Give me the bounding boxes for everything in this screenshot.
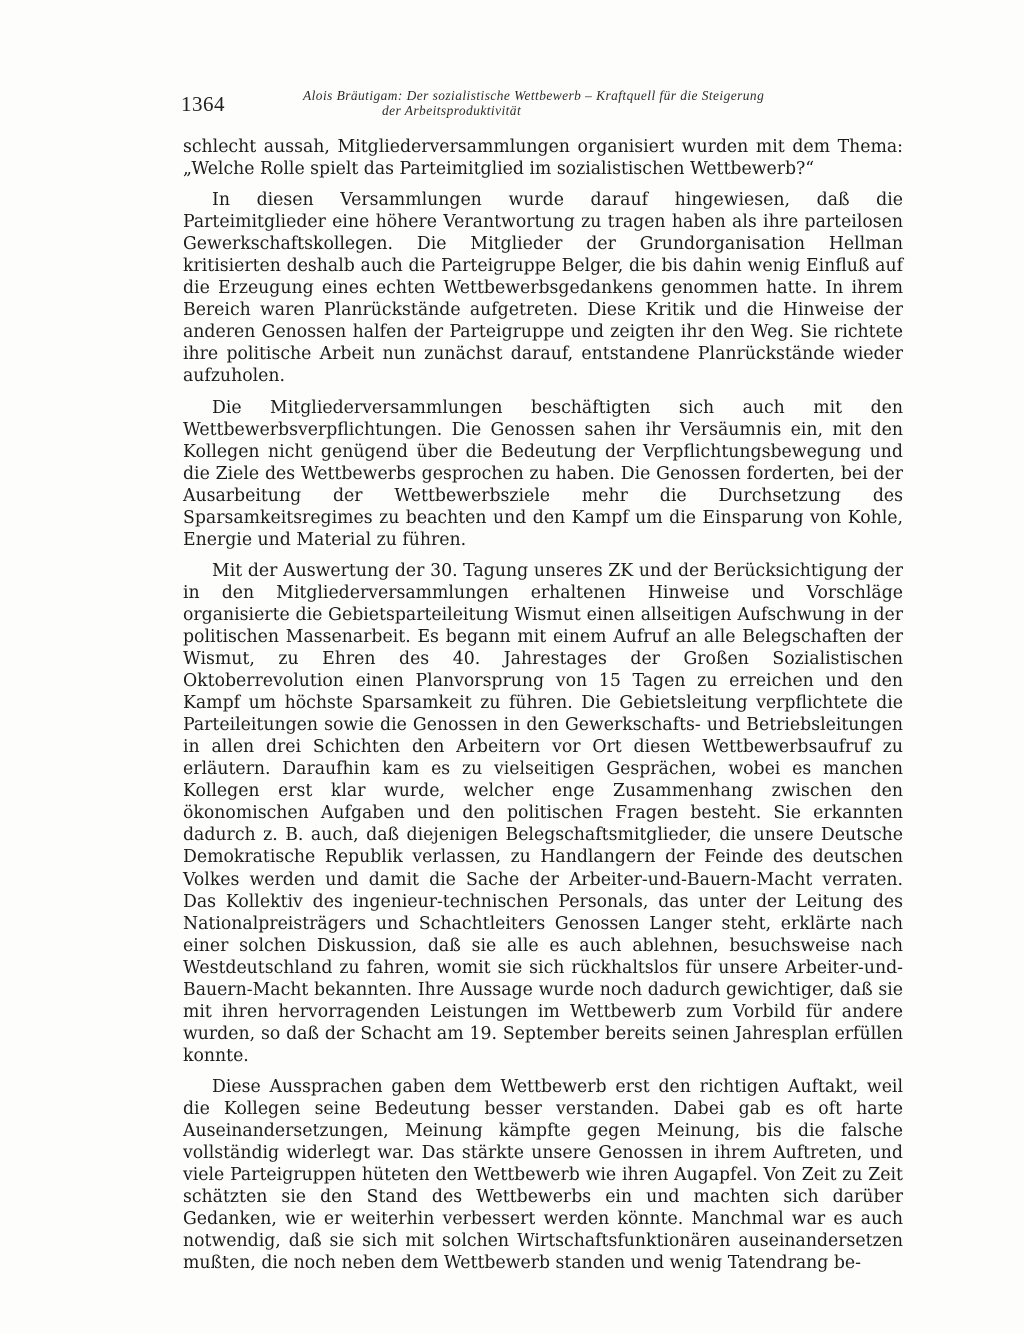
paragraph: Mit der Auswertung der 30. Tagung unseres ZK und der Berücksichtigung der in den Mitgliederversammlungen erhaltenen Hinweise und Vorschläge organisierte die Gebietsparteileitung Wismut einen allseitigen Aufschwung in der politischen Massenarbeit. Es begann mit einem Aufruf an alle Belegschaften der Wismut, zu Ehren des 40. Jahrestages der Großen Sozialistischen Oktoberrevolution einen Planvorsprung von 15 Tagen zu erreichen und den Kampf um höchste Sparsamkeit zu führen. Die Gebietsleitung verpflichtete die Parteileitungen sowie die Genossen in den Gewerkschafts- und Betriebsleitungen in allen drei Schichten den Arbeitern vor Ort diesen Wettbewerbsaufruf zu erläutern. Daraufhin kam es zu vielseitigen Gesprächen, wobei es manchen Kollegen erst klar wurde, welcher enge Zusammenhang zwischen den ökonomischen Aufgaben und den politischen Fragen besteht. Sie erkannten dadurch z. B. auch, daß diejenigen Belegschaftsmitglieder, die unsere Deutsche Demokratische Republik verlassen, zu Handlangern der Feinde des deutschen Volkes werden und damit die Sache der Arbeiter-und-Bauern-Macht verraten. Das Kollektiv des ingenieur-technischen Personals, das unter der Leitung des Nationalpreisträgers und Schachtleiters Genossen Langer steht, erklärte nach einer solchen Diskussion, daß sie alle es auch ablehnen, besuchsweise nach Westdeutschland zu fahren, womit sie sich rückhaltslos für unsere Arbeiter-und-Bauern-Macht bekannten. Ihre Aussage wurde noch dadurch gewichtiger, daß sie mit ihren hervorragenden Leistungen im Wettbewerb zum Vorbild für andere wurden, so daß der Schacht am 19. September bereits seinen Jahresplan erfüllen konnte. <box>183 560 903 1066</box>
paragraph: In diesen Versammlungen wurde darauf hingewiesen, daß die Parteimitglieder eine höhere Verantwortung zu tragen haben als ihre parteilosen Gewerkschaftskollegen. Die Mitglieder der Grundorganisation Hellman kritisierten deshalb auch die Parteigruppe Belger, die bis dahin wenig Einfluß auf die Erzeugung eines echten Wettbewerbsgedankens genommen hatte. In ihrem Bereich waren Planrückstände aufgetreten. Diese Kritik und die Hinweise der anderen Genossen halfen der Parteigruppe und zeigten ihr den Weg. Sie richtete ihre politische Arbeit nun zunächst darauf, entstandene Planrückstände wieder aufzuholen. <box>183 190 903 387</box>
paragraph: Die Mitgliederversammlungen beschäftigten sich auch mit den Wettbewerbsverpflichtungen. Die Genossen sahen ihr Versäumnis ein, mit den Kollegen nicht genügend über die Bedeutung der Verpflichtungsbewegung und die Ziele des Wettbewerbs gesprochen zu haben. Die Genossen forderten, bei der Ausarbeitung der Wettbewerbsziele mehr die Durchsetzung des Sparsamkeitsregimes zu beachten und den Kampf um die Einsparung von Kohle, Energie und Material zu führen. <box>183 397 903 550</box>
running-head <box>303 88 901 118</box>
paragraph: Diese Aussprachen gaben dem Wettbewerb erst den richtigen Auftakt, weil die Kollegen seine Bedeutung besser verstanden. Dabei gab es oft harte Auseinandersetzungen, Meinung kämpfte gegen Meinung, bis die falsche vollständig widerlegt war. Das stärkte unsere Genossen in ihrem Auftreten, und viele Parteigruppen hüteten den Wettbewerb wie ihren Augapfel. Von Zeit zu Zeit schätzten sie den Stand des Wettbewerbs ein und machten sich darüber Gedanken, wie er weiterhin verbessert werden könnte. Manchmal war es auch notwendig, daß sie sich mit solchen Wirtschaftsfunktionären auseinandersetzen mußten, die noch neben dem Wettbewerb standen und wenig Tatendrang be- <box>183 1076 903 1274</box>
running-head-line-2: der Arbeitsproduktivität <box>382 103 522 118</box>
running-head-line-1: Alois Bräutigam: Der sozialistische Wettbewerb – Kraftquell für die Steigerung <box>303 88 765 103</box>
page-number: 1364 <box>181 92 225 116</box>
paragraph-continued: schlecht aussah, Mitgliederversammlungen organisiert wurden mit dem Thema: „Welche Rolle spielt das Parteimitglied im sozialistischen Wettbewerb?“ <box>183 137 903 180</box>
body-text <box>183 136 903 1274</box>
page-header <box>181 88 901 122</box>
